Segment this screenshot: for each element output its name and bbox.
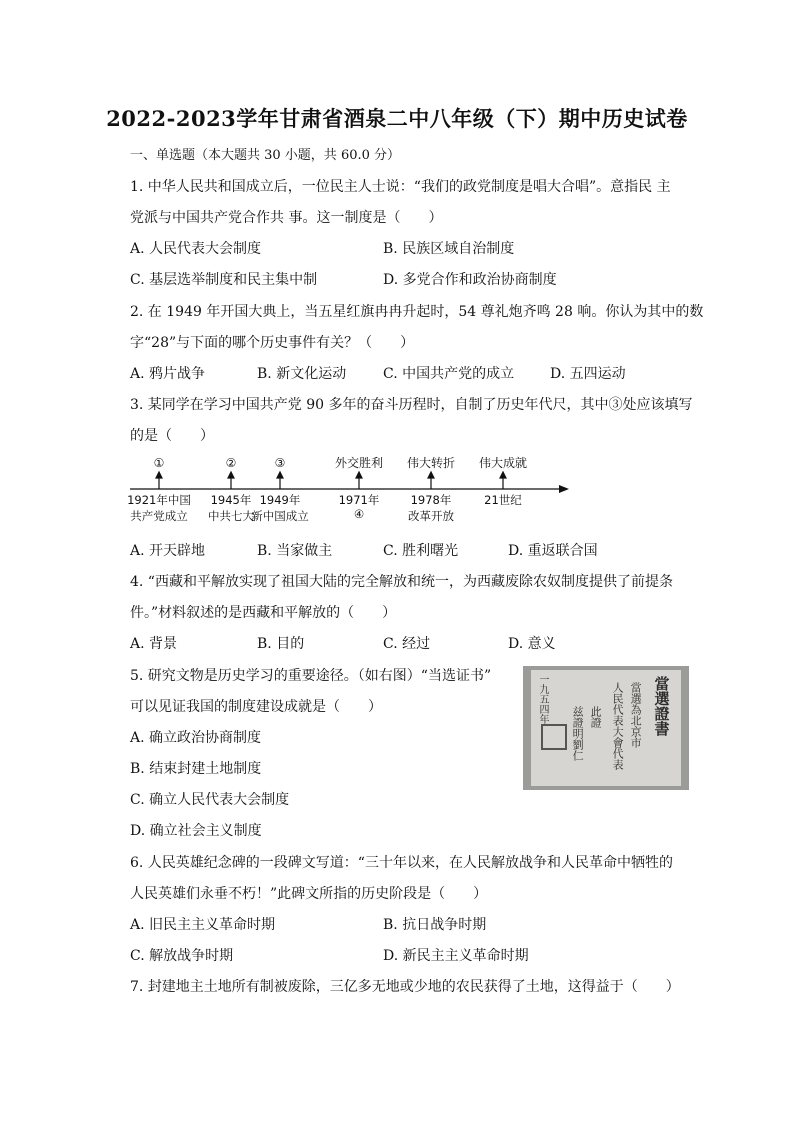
- timeline-event-label: 新中国成立: [251, 509, 309, 523]
- q6-option-a: A. 旧民主主义革命时期: [130, 917, 276, 933]
- q3-option-d: D. 重返联合国: [508, 543, 598, 559]
- q3-option-c: C. 胜利曙光: [383, 543, 459, 559]
- q6-stem-line2: 人民英雄们永垂不朽！”此碑文所指的历史阶段是（ ）: [130, 886, 488, 902]
- election-certificate-photo: [523, 666, 689, 790]
- q5-option-d: D. 确立社会主义制度: [130, 823, 262, 839]
- q3-option-a: A. 开天辟地: [130, 543, 206, 559]
- q4-option-d: D. 意义: [508, 636, 556, 652]
- timeline-top-label: 伟大转折: [406, 456, 456, 470]
- timeline-year-label: 1949年: [259, 493, 301, 507]
- timeline-event-label: 中共七大: [208, 509, 254, 523]
- certificate-col2: 當選為北京市: [629, 682, 643, 748]
- q3-stem-line2: 的是（ ）: [130, 428, 214, 444]
- certificate-heading: 當選證書: [652, 676, 671, 736]
- q4-option-c: C. 经过: [383, 636, 431, 652]
- q1-option-a: A. 人民代表大会制度: [130, 241, 262, 257]
- q4-stem-line2: 件。”材料叙述的是西藏和平解放的（ ）: [130, 605, 397, 621]
- marker-arrow-1: [156, 472, 162, 478]
- q6-option-d: D. 新民主主义革命时期: [383, 948, 529, 964]
- history-timeline: [125, 452, 575, 534]
- timeline-top-label: 伟大成就: [478, 456, 528, 470]
- q1-stem-line2: 党派与中国共产党合作共 事。这一制度是（ ）: [130, 210, 443, 226]
- q6-stem-line1: 6. 人民英雄纪念碑的一段碑文写道：“三十年以来，在人民解放战争和人民革命中牺牲的: [130, 855, 673, 871]
- q2-option-c: C. 中国共产党的成立: [383, 366, 515, 382]
- q6-option-c: C. 解放战争时期: [130, 948, 234, 964]
- marker-arrow-3: [277, 472, 283, 478]
- marker-arrow-5: [428, 472, 434, 478]
- certificate-col3: 人民代表大會代表: [611, 682, 625, 770]
- q5-option-c: C. 确立人民代表大会制度: [130, 792, 290, 808]
- q2-option-a: A. 鸦片战争: [130, 366, 206, 382]
- section-heading: 一、单选题（本大题共 30 小题，共 60.0 分）: [130, 148, 401, 163]
- certificate-col1: 兹證明劉仁: [571, 706, 585, 761]
- q5-stem-line2: 可以见证我国的制度建设成就是（ ）: [130, 699, 382, 715]
- q6-option-b: B. 抗日战争时期: [383, 917, 487, 933]
- q2-option-d: D. 五四运动: [550, 366, 626, 382]
- q2-stem-line2: 字“28”与下面的哪个历史事件有关？（ ）: [130, 335, 415, 351]
- marker-arrow-2: [228, 472, 234, 478]
- q1-option-c: C. 基层选举制度和民主集中制: [130, 272, 318, 288]
- q5-option-a: A. 确立政治协商制度: [130, 730, 262, 746]
- timeline-top-label: 外交胜利: [334, 456, 384, 470]
- timeline-arrowhead: [559, 485, 569, 493]
- q4-option-b: B. 目的: [257, 636, 305, 652]
- timeline-top-label: ①: [153, 456, 165, 470]
- q5-stem-line1: 5. 研究文物是历史学习的重要途径。（如右图）“当选证书”: [130, 668, 492, 684]
- timeline-event-label: 改革开放: [408, 509, 454, 523]
- timeline-year-label: 1921年中国: [127, 493, 191, 507]
- q7-stem-line1: 7. 封建地主土地所有制被废除，三亿多无地或少地的农民获得了土地，这得益于（ ）: [130, 979, 680, 995]
- q4-stem-line1: 4. “西藏和平解放实现了祖国大陆的完全解放和统一，为西藏废除农奴制度提供了前提条: [130, 574, 673, 590]
- q3-option-b: B. 当家做主: [257, 543, 333, 559]
- timeline-year-label: 1971年: [338, 493, 380, 507]
- certificate-date: 一九五四年: [537, 674, 548, 724]
- marker-arrow-6: [500, 472, 506, 478]
- q1-stem-line1: 1. 中华人民共和国成立后，一位民主人士说：“我们的政党制度是唱大合唱”。意指民 主: [130, 179, 671, 195]
- q3-stem-line1: 3. 某同学在学习中国共产党 90 多年的奋斗历程时，自制了历史年代尺，其中③处应该填写: [130, 397, 693, 413]
- q2-option-b: B. 新文化运动: [257, 366, 347, 382]
- marker-arrow-4: [356, 472, 362, 478]
- timeline-year-label: 1945年: [210, 493, 252, 507]
- timeline-year-label: 21世纪: [484, 493, 522, 507]
- timeline-event-label: 共产党成立: [130, 509, 188, 523]
- timeline-year-label: 1978年: [410, 493, 452, 507]
- timeline-top-label: ③: [274, 456, 286, 470]
- q1-option-b: B. 民族区域自治制度: [383, 241, 515, 257]
- q4-option-a: A. 背景: [130, 636, 178, 652]
- exam-title: 2022-2023学年甘肃省酒泉二中八年级（下）期中历史试卷: [106, 106, 688, 131]
- q1-option-d: D. 多党合作和政治协商制度: [383, 272, 557, 288]
- certificate-seal: [541, 724, 567, 750]
- q5-option-b: B. 结束封建土地制度: [130, 761, 262, 777]
- timeline-top-label: ②: [225, 456, 237, 470]
- timeline-event-label: ④: [353, 507, 365, 521]
- q2-stem-line1: 2. 在 1949 年开国大典上，当五星红旗冉冉升起时，54 尊礼炮齐鸣 28 响。你认为其中的数: [130, 304, 704, 320]
- certificate-col4: 此證: [589, 706, 603, 728]
